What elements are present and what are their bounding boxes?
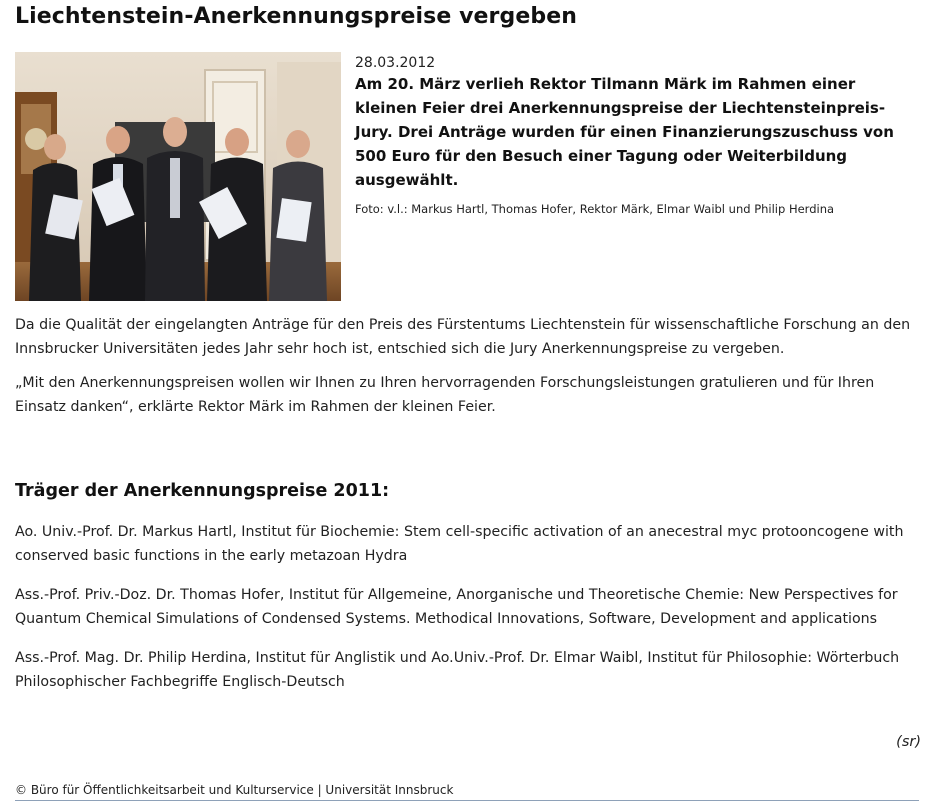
awards-heading: Träger der Anerkennungspreise 2011:	[15, 481, 390, 501]
lead-block	[355, 54, 921, 217]
article-body	[15, 314, 921, 430]
article-lead: Am 20. März verlieh Rektor Tilmann Märk im Rahmen einer kleinen Feier drei Anerkennungspreise der Liechtensteinpreis-Jury. Drei Anträge wurden für einen Finanzierungszuschuss von 500 Euro für den Besuch einer Tagung oder Weiterbildung ausgewählt.	[355, 75, 894, 189]
page-footer: © Büro für Öffentlichkeitsarbeit und Kulturservice | Universität Innsbruck	[15, 782, 919, 801]
award-photo	[15, 52, 341, 301]
award-item: Ao. Univ.-Prof. Dr. Markus Hartl, Institut für Biochemie: Stem cell-specific activation of an anecestral myc protooncogene with conserved basic functions in the early metazoan Hydra	[15, 524, 904, 564]
article-date: 28.03.2012	[355, 55, 436, 71]
body-paragraph: Da die Qualität der eingelangten Anträge für den Preis des Fürstentums Liechtenstein für wissenschaftliche Forschung an den Innsbrucker Universitäten jedes Jahr sehr hoch ist, entschied sich die Jury Anerkennungspreise zu vergeben.	[15, 317, 911, 357]
awards-list	[15, 521, 921, 710]
award-item: Ass.-Prof. Priv.-Doz. Dr. Thomas Hofer, Institut für Allgemeine, Anorganische und Theoretische Chemie: New Perspectives for Quantum Chemical Simulations of Condensed Systems. Methodical Innovations, Software, Development and applications	[15, 587, 898, 627]
award-item: Ass.-Prof. Mag. Dr. Philip Herdina, Institut für Anglistik und Ao.Univ.-Prof. Dr. Elmar Waibl, Institut für Philosophie: Wörterbuch Philosophischer Fachbegriffe Englisch-Deutsch	[15, 650, 900, 690]
article-title: Liechtenstein-Anerkennungspreise vergeben	[15, 4, 578, 29]
body-paragraph: „Mit den Anerkennungspreisen wollen wir Ihnen zu Ihren hervorragenden Forschungsleistungen gratulieren und für Ihren Einsatz danken“, erklärte Rektor Märk im Rahmen der kleinen Feier.	[15, 375, 875, 415]
photo-caption: Foto: v.l.: Markus Hartl, Thomas Hofer, Rektor Märk, Elmar Waibl und Philip Herdina	[355, 202, 835, 216]
author-signature: (sr)	[896, 734, 921, 750]
